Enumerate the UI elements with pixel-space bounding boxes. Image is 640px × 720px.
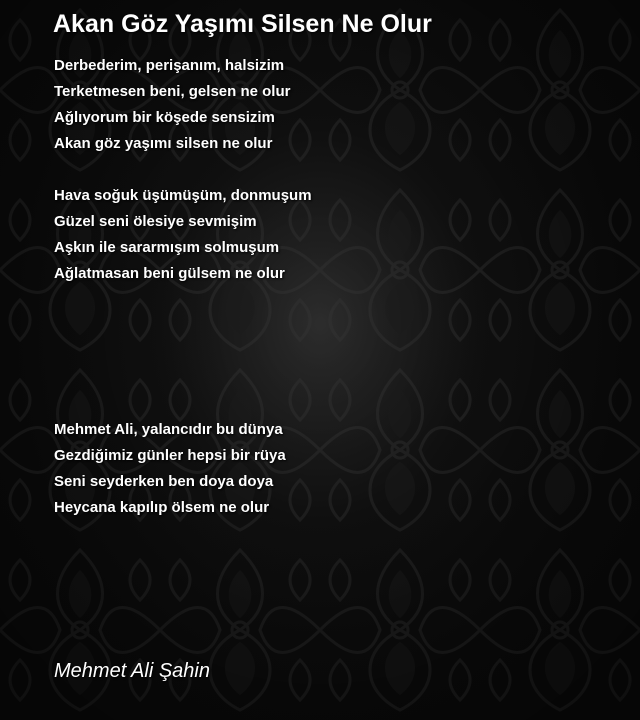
poem-line: Mehmet Ali, yalancıdır bu dünya [54,421,283,438]
poem-author: Mehmet Ali Şahin [54,660,210,682]
poem-line: Ağlıyorum bir köşede sensizim [54,109,275,126]
poem-line: Heycana kapılıp ölsem ne olur [54,499,270,516]
poem-line: Terketmesen beni, gelsen ne olur [54,83,291,100]
poem-line: Derbederim, perişanım, halsizim [54,57,285,74]
poem-line: Güzel seni ölesiye sevmişim [54,213,257,230]
poem-line: Gezdiğimiz günler hepsi bir rüya [54,447,286,464]
stanza-spacer [54,287,312,417]
poem-body [54,53,312,521]
poem-title: Akan Göz Yaşımı Silsen Ne Olur [53,10,432,38]
poem-line: Seni seyderken ben doya doya [54,473,274,490]
poem-line: Hava soğuk üşümüşüm, donmuşum [54,187,312,204]
stanza-2 [54,183,312,287]
poem-line: Akan göz yaşımı silsen ne olur [54,135,273,152]
stanza-3 [54,417,312,521]
poem-line: Ağlatmasan beni gülsem ne olur [54,265,285,282]
stanza-1 [54,53,312,157]
poem-line: Aşkın ile sararmışım solmuşum [54,239,280,256]
stanza-spacer [54,157,312,183]
